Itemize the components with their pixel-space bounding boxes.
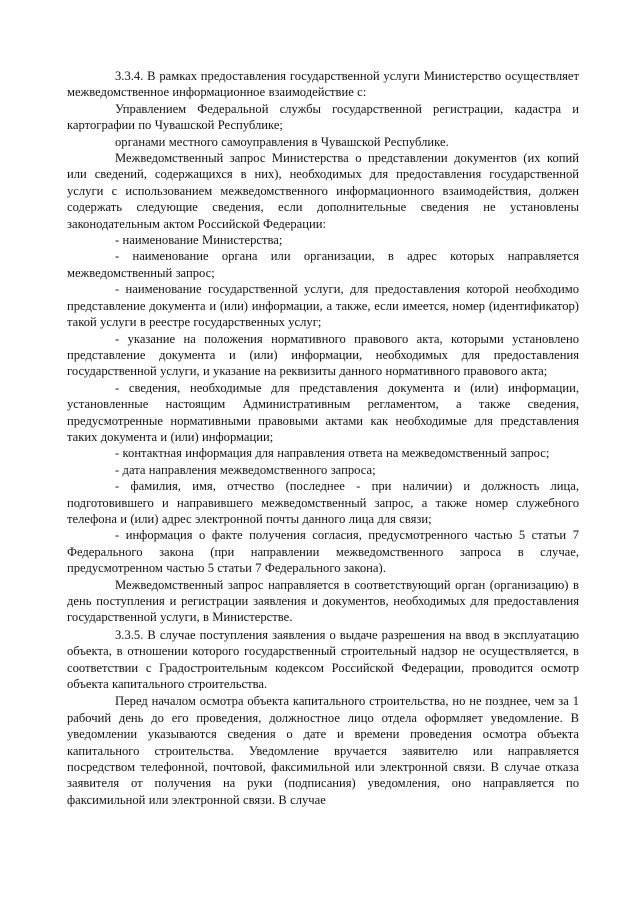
paragraph-request-sending: Межведомственный запрос направляется в соответствующий орган (организацию) в день поступления и регистрации заявления и документов, необходимых для предоставления государственной услуги, в Министерстве. xyxy=(67,577,579,625)
paragraph-rosreestr: Управлением Федеральной службы государственной регистрации, кадастра и картографии по Чувашской Республике; xyxy=(67,101,579,133)
list-item-consent-info: - информация о факте получения согласия, предусмотренного частью 5 статьи 7 Федерального закона (при направлении межведомственного запроса в случае, предусмотренном частью 5 статьи 7 Федерального закона). xyxy=(67,528,579,576)
list-item-official-details: - фамилия, имя, отчество (последнее - при наличии) и должность лица, подготовившего и направившего межведомственный запрос, а также номер служебного телефона и (или) адрес электронной почты данного лица для связи; xyxy=(67,479,579,526)
paragraph-local-government: органами местного самоуправления в Чувашской Республике. xyxy=(115,134,449,149)
list-item-ministry-name: - наименование Министерства; xyxy=(115,233,283,248)
document-page xyxy=(67,68,579,808)
paragraph-inspection-notice: Перед началом осмотра объекта капитального строительства, но не позднее, чем за 1 рабочий день до его проведения, должностное лицо отдела оформляет уведомление. В уведомлении указываются сведения о дате и времени проведения осмотра объекта капитального строительства. Уведомление вручается заявителю или направляется посредством телефонной, почтовой, факсимильной или электронной связи. В случае отказа заявителя от получения на руки (подписания) уведомления, оно направляется по факсимильной или электронной связи. В случае xyxy=(67,694,579,807)
paragraph-3-3-5: 3.3.5. В случае поступления заявления о выдаче разрешения на ввод в эксплуатацию объекта, в отношении которого государственный строительный надзор не осуществляется, в соответствии с Градостроительным кодексом Российской Федерации, проводится осмотр объекта капитального строительства. xyxy=(67,627,579,692)
list-item-legal-act: - указание на положения нормативного правового акта, которыми установлено представление документа и (или) информации, необходимых для предоставления государственной услуги, и указание на реквизиты данного нормативного правового акта; xyxy=(67,331,579,379)
paragraph-3-3-4: 3.3.4. В рамках предоставления государственной услуги Министерство осуществляет межведомственное информационное взаимодействие с: xyxy=(67,69,579,100)
list-item-request-date: - дата направления межведомственного запроса; xyxy=(115,462,376,477)
list-item-required-info: - сведения, необходимые для представления документа и (или) информации, установленные настоящим Административным регламентом, а также сведения, предусмотренные нормативными правовыми актами как необходимые для представления таких документа и (или) информации; xyxy=(67,380,579,444)
paragraph-interagency-request: Межведомственный запрос Министерства о представлении документов (их копий или сведений, содержащихся в них), необходимых для предоставления государственной услуги с использованием межведомственного информационного взаимодействия, должен содержать следующие сведения, если дополнительные сведения не установлены законодательным актом Российской Федерации: xyxy=(67,151,579,231)
list-item-organization-name: - наименование органа или организации, в адрес которых направляется межведомственный запрос; xyxy=(67,249,579,280)
list-item-contact-info: - контактная информация для направления ответа на межведомственный запрос; xyxy=(115,446,550,461)
list-item-service-name: - наименование государственной услуги, для предоставления которой необходимо представление документа и (или) информации, а также, если имеется, номер (идентификатор) такой услуги в реестре государственных услуг; xyxy=(67,282,579,330)
